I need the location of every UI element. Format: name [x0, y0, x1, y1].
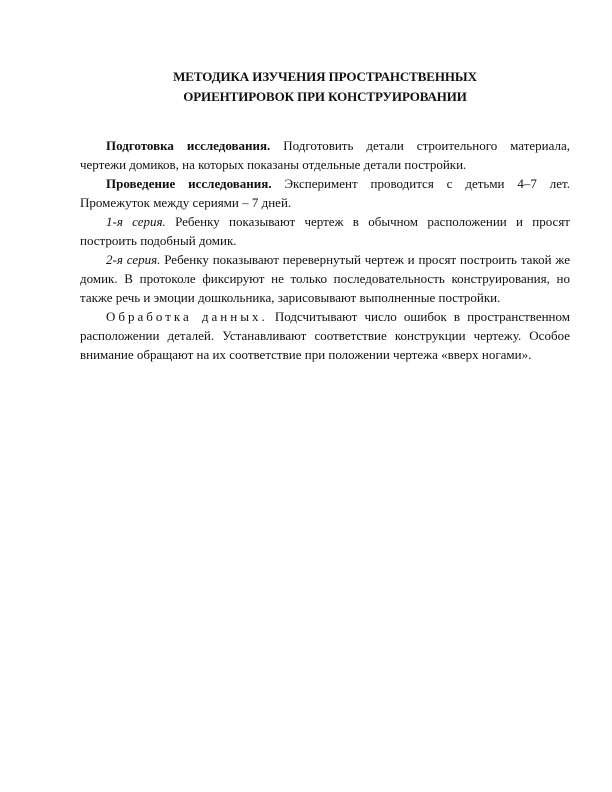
paragraph-preparation	[80, 136, 570, 174]
paragraph-text: Эксперимент проводится с детьми 4–7 лет. Промежуток между сериями – 7 дней.	[80, 176, 570, 210]
paragraph-text: Подготовить детали строительного материала, чертежи домиков, на которых показаны отдельные детали постройки.	[80, 138, 570, 172]
paragraph-text: Подсчитывают число ошибок в пространственном расположении деталей. Устанавливают соответствие конструкции чертежу. Особое внимание обращают на их соответствие при положении чертежа «вверх ногами».	[80, 309, 570, 362]
paragraph-lead: 1-я серия.	[106, 214, 166, 229]
paragraph-procedure	[80, 174, 570, 212]
paragraph-text: Ребенку показывают перевернутый чертеж и просят построить такой же домик. В протоколе фиксируют не только последовательность конструирования, но также речь и эмоции дошкольника, зарисовывают выполненные постройки.	[80, 252, 570, 305]
paragraph-data-processing	[80, 307, 570, 364]
paragraph-lead: 2-я серия.	[106, 252, 161, 267]
paragraph-text: Ребенку показывают чертеж в обычном расположении и просят построить подобный домик.	[80, 214, 570, 248]
title-line-1: МЕТОДИКА ИЗУЧЕНИЯ ПРОСТРАНСТВЕННЫХ	[173, 69, 477, 84]
paragraph-lead: Обработка данных.	[106, 309, 268, 324]
paragraph-series-1	[80, 212, 570, 250]
page-title	[80, 67, 570, 107]
title-line-2: ОРИЕНТИРОВОК ПРИ КОНСТРУИРОВАНИИ	[183, 89, 467, 104]
paragraph-series-2	[80, 250, 570, 307]
paragraph-lead: Проведение исследования.	[106, 176, 272, 191]
document-body	[80, 136, 570, 364]
paragraph-lead: Подготовка исследования.	[106, 138, 271, 153]
